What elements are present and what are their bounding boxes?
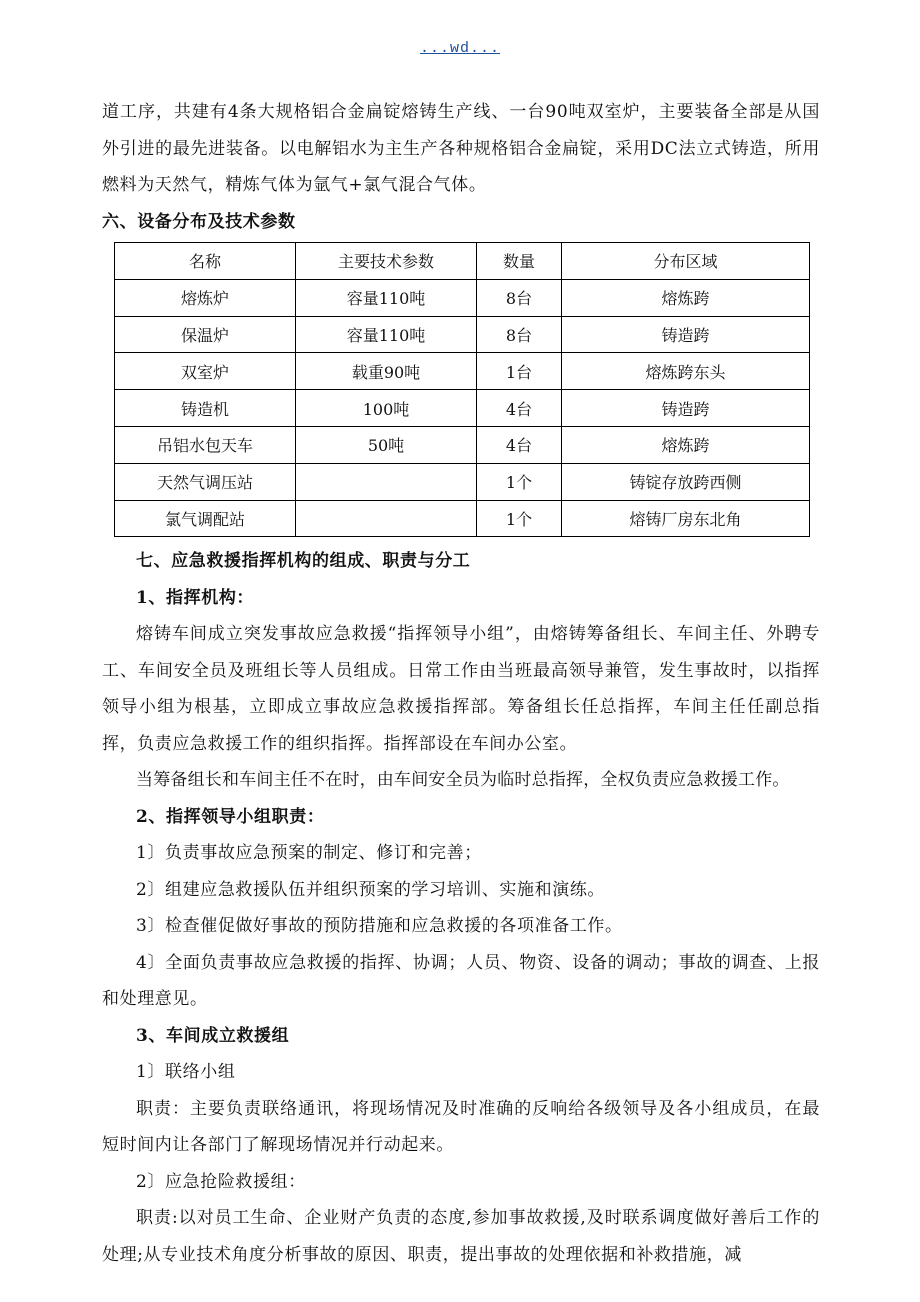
table-row [115,500,810,537]
table-cell: 保温炉 [115,316,296,353]
table-row [115,316,810,353]
table-cell: 4台 [477,426,562,463]
table-row [115,463,810,500]
subsection-1-paragraph-2: 当筹备组长和车间主任不在时，由车间安全员为临时总指挥，全权负责应急救援工作。 [136,770,790,791]
equipment-table [114,242,810,537]
list-item: 2〕组建应急救援队伍并组织预案的学习培训、实施和演练。 [136,879,606,900]
table-cell [296,500,477,537]
table-cell: 熔炼跨东头 [562,353,810,390]
table-cell: 铸造跨 [562,390,810,427]
group-2-duty: 职责:以对员工生命、企业财产负责的态度,参加事故救援,及时联系调度做好善后工作的处理;从专业技术角度分析事故的原因、职责，提出事故的处理依据和补救措施，减 [102,1208,820,1265]
table-header-cell: 名称 [115,243,296,280]
table-cell: 1个 [477,463,562,500]
table-cell: 熔炼跨 [562,426,810,463]
table-cell: 载重90吨 [296,353,477,390]
table-cell: 1个 [477,500,562,537]
table-cell: 8台 [477,279,562,316]
table-cell: 50吨 [296,426,477,463]
table-cell [296,463,477,500]
list-item: 3〕检查催促做好事故的预防措施和应急救援的各项准备工作。 [136,916,623,937]
list-item: 1〕负责事故应急预案的制定、修订和完善； [136,843,482,864]
section-7-heading: 七、应急救援指挥机构的组成、职责与分工 [136,551,471,572]
table-cell: 氯气调配站 [115,500,296,537]
table-header-cell: 主要技术参数 [296,243,477,280]
table-cell: 吊铝水包天车 [115,426,296,463]
table-cell: 熔炼跨 [562,279,810,316]
subsection-2-heading: 2、指挥领导小组职责： [136,806,325,827]
table-cell: 容量110吨 [296,316,477,353]
group-1-title: 1〕联络小组 [136,1062,236,1083]
table-cell: 双室炉 [115,353,296,390]
group-2-title: 2〕应急抢险救援组： [136,1171,306,1192]
table-cell: 天然气调压站 [115,463,296,500]
table-row [115,426,810,463]
table-cell: 100吨 [296,390,477,427]
table-header-cell: 数量 [477,243,562,280]
table-row [115,353,810,390]
table-cell: 铸造跨 [562,316,810,353]
document-body [102,94,820,1273]
table-header-cell: 分布区域 [562,243,810,280]
table-cell: 熔炼炉 [115,279,296,316]
table-cell: 8台 [477,316,562,353]
table-cell: 铸锭存放跨西侧 [562,463,810,500]
section-6-heading: 六、设备分布及技术参数 [102,211,296,232]
page-header: ...wd... [419,40,500,57]
table-header-row [115,243,810,280]
table-cell: 铸造机 [115,390,296,427]
table-cell: 4台 [477,390,562,427]
subsection-1-heading: 1、指挥机构： [136,587,255,608]
list-item: 4〕全面负责事故应急救援的指挥、协调；人员、物资、设备的调动；事故的调查、上报和处理意见。 [102,952,820,1010]
subsection-1-paragraph: 熔铸车间成立突发事故应急救援“指挥领导小组”，由熔铸筹备组长、车间主任、外聘专工、车间安全员及班组长等人员组成。日常工作由当班最高领导兼管，发生事故时，以指挥领导小组为根基，立即成立事故应急救援指挥部。筹备组长任总指挥，车间主任任副总指挥，负责应急救援工作的组织指挥。指挥部设在车间办公室。 [102,624,820,754]
table-row [115,390,810,427]
table-cell: 熔铸厂房东北角 [562,500,810,537]
table-cell: 1台 [477,353,562,390]
group-1-duty: 职责：主要负责联络通讯，将现场情况及时准确的反响给各级领导及各小组成员，在最短时间内让各部门了解现场情况并行动起来。 [102,1098,820,1156]
intro-paragraph: 道工序，共建有4条大规格铝合金扁锭熔铸生产线、一台90吨双室炉，主要装备全部是从国外引进的最先进装备。以电解铝水为主生产各种规格铝合金扁锭，采用DC法立式铸造，所用燃料为天然气，精炼气体为氩气+氯气混合气体。 [102,102,820,195]
table-cell: 容量110吨 [296,279,477,316]
subsection-3-heading: 3、车间成立救援组 [136,1025,290,1046]
table-row [115,279,810,316]
